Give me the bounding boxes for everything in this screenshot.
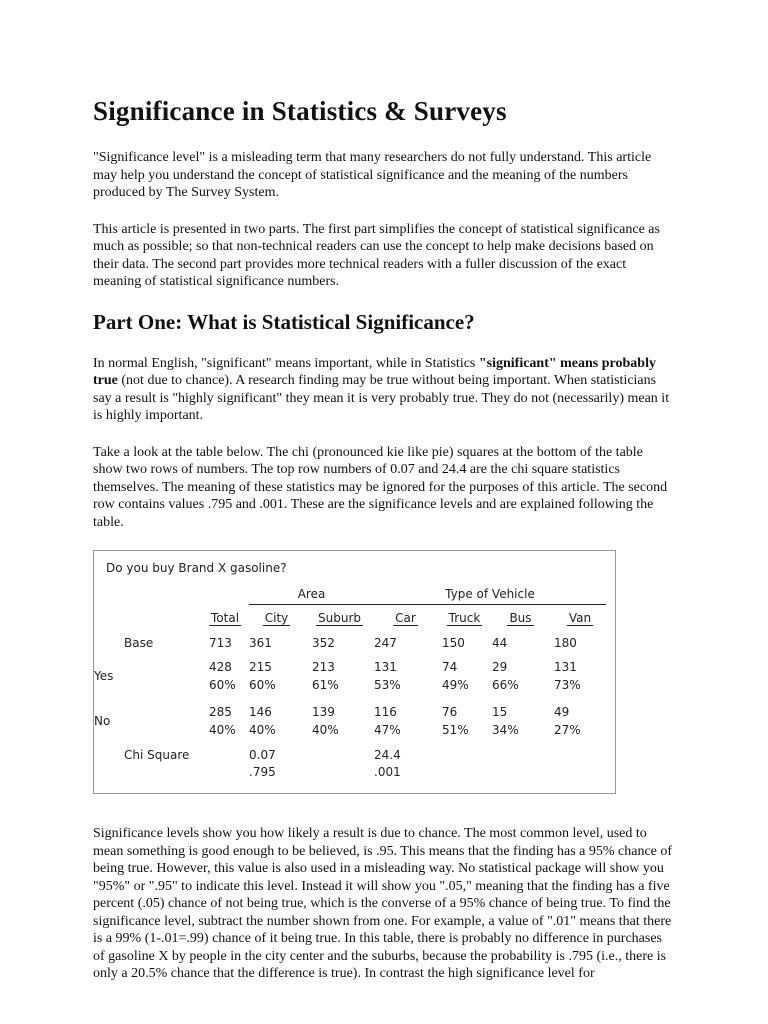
column-header: Truck <box>448 611 481 625</box>
column-header: Bus <box>509 611 532 625</box>
table-cell: 116 <box>374 705 397 719</box>
table-cell: 29 <box>492 660 508 674</box>
page-title: Significance in Statistics & Surveys <box>93 96 507 126</box>
chi-square-area-stat: 0.07 <box>249 748 276 762</box>
table-cell: 60% <box>209 678 236 692</box>
part-one-paragraph-2: Take a look at the table below. The chi (pronounced kie like pie) squares at the bottom of the table show two rows of numbers. The top row numbers of 0.07 and 24.4 are the chi square statistics themselves. The meaning of these statistics may be ignored for the purposes of this article. The second row contains values .795 and .001. These are the significance levels and are explained following the table. <box>93 444 668 530</box>
row-label-yes: Yes <box>94 669 114 683</box>
column-header: Car <box>395 611 416 625</box>
table-cell: 47% <box>374 723 401 737</box>
group-header-area: Area <box>297 587 326 601</box>
table-cell: 139 <box>312 705 335 719</box>
p1-bold-text: "significant" means probably true <box>93 355 656 388</box>
table-cell: 215 <box>249 660 272 674</box>
table-cell: 51% <box>442 723 469 737</box>
table-cell: 49 <box>554 705 570 719</box>
table-cell: 150 <box>442 636 465 650</box>
chi-square-area-significance: .795 <box>249 765 276 779</box>
table-cell: 213 <box>312 660 335 674</box>
intro-paragraph-2: This article is presented in two parts. The first part simplifies the concept of statistical significance as much as possible; so that non-technical readers can use the concept to help make decisions based on their data. The second part provides more technical readers with a fuller discussion of the exact meaning of statistical significance numbers. <box>93 221 660 289</box>
table-cell: 40% <box>249 723 276 737</box>
table-cell: 180 <box>554 636 577 650</box>
table-cell: 428 <box>209 660 232 674</box>
crosstab-table <box>93 550 616 794</box>
table-cell: 247 <box>374 636 397 650</box>
table-cell: 60% <box>249 678 276 692</box>
table-cell: 40% <box>312 723 339 737</box>
table-cell: 15 <box>492 705 508 719</box>
chi-square-vehicle-stat: 24.4 <box>374 748 401 762</box>
column-header: Total <box>211 611 240 625</box>
table-cell: 74 <box>442 660 458 674</box>
table-cell: 40% <box>209 723 236 737</box>
table-cell: 713 <box>209 636 232 650</box>
table-cell: 131 <box>374 660 397 674</box>
table-cell: 34% <box>492 723 519 737</box>
row-label-no: No <box>94 714 111 728</box>
row-label-base: Base <box>124 636 154 650</box>
table-cell: 53% <box>374 678 401 692</box>
chi-square-vehicle-significance: .001 <box>374 765 401 779</box>
table-cell: 76 <box>442 705 458 719</box>
intro-paragraph-1: "Significance level" is a misleading term that many researchers do not fully understand. This article may help you understand the concept of statistical significance and the meaning of the numbers produced by The Survey System. <box>93 150 652 200</box>
column-header: City <box>264 611 289 625</box>
row-label-chi-square: Chi Square <box>124 748 190 762</box>
group-underline-area <box>249 604 374 605</box>
table-cell: 285 <box>209 705 232 719</box>
p1-text-start: In normal English, "significant" means important, while in Statistics <box>93 355 479 371</box>
p1-text-end: (not due to chance). A research finding may be true without being important. When statisticians say a result is "highly significant" they mean it is very probably true. They do not (necessarily) mean it is highly important. <box>93 373 670 423</box>
group-header-vehicle: Type of Vehicle <box>445 587 535 601</box>
table-question: Do you buy Brand X gasoline? <box>106 561 287 575</box>
section-heading-part-one: Part One: What is Statistical Significance? <box>93 309 475 334</box>
column-header: Van <box>568 611 592 625</box>
column-header: Suburb <box>318 611 361 625</box>
table-cell: 27% <box>554 723 581 737</box>
table-cell: 146 <box>249 705 272 719</box>
table-cell: 361 <box>249 636 272 650</box>
part-one-paragraph-3: Significance levels show you how likely a result is due to chance. The most common level, used to mean something is good enough to be believed, is .95. This means that the finding has a 95% chance of being true. However, this value is also used in a misleading way. No statistical package will show you "95%" or ".95" to indicate this level. Instead it will show you ".05," meaning that the finding has a five percent (.05) chance of not being true, which is the converse of a 95% chance of being true. To find the significance level, subtract the number shown from one. For example, a value of ".01" means that there is a 99% (1-.01=.99) chance of it being true. In this table, there is probably no difference in purchases of gasoline X by people in the city center and the suburbs, because the probability is .795 (i.e., there is only a 20.5% chance that the difference is true). In contrast the high significance level for <box>93 826 673 981</box>
table-cell: 49% <box>442 678 469 692</box>
table-cell: 61% <box>312 678 339 692</box>
table-cell: 73% <box>554 678 581 692</box>
table-cell: 131 <box>554 660 577 674</box>
article <box>93 96 673 1002</box>
table-cell: 352 <box>312 636 335 650</box>
group-underline-vehicle <box>374 604 606 605</box>
part-one-paragraph-1 <box>93 355 673 425</box>
table-cell: 66% <box>492 678 519 692</box>
table-cell: 44 <box>492 636 508 650</box>
